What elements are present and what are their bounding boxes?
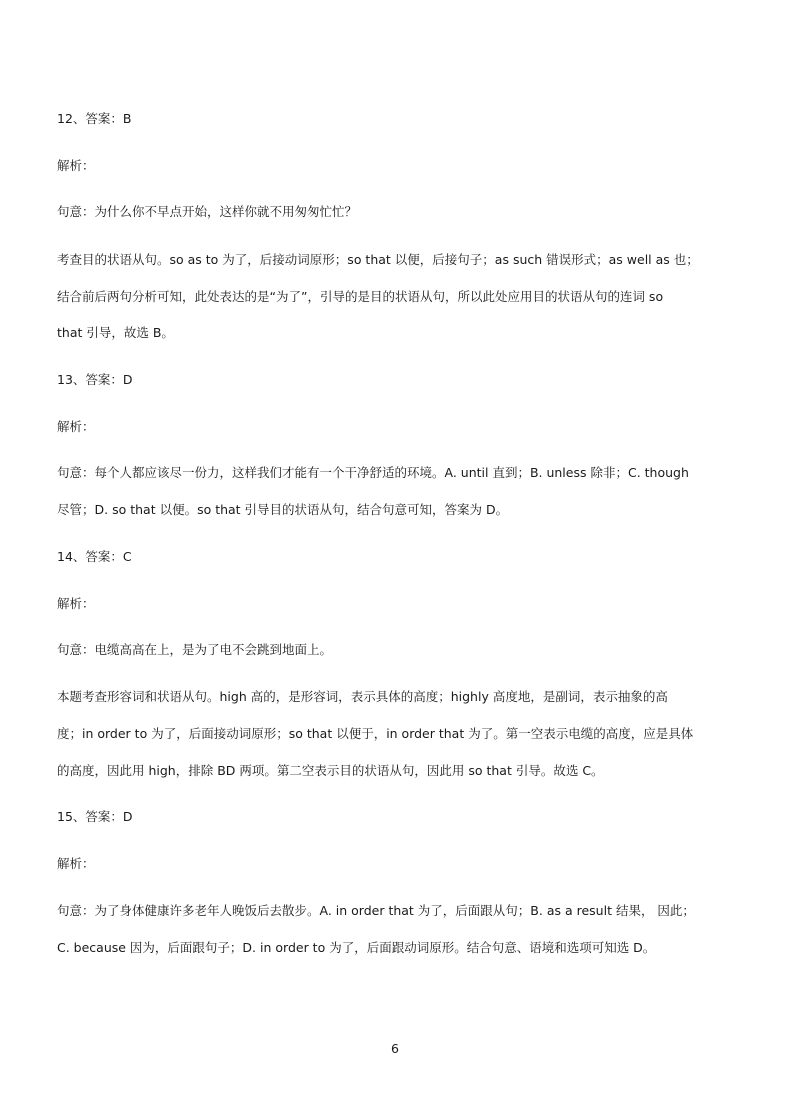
q13-answer-header: 13、答案：D (57, 372, 133, 387)
q15-answer-header: 15、答案：D (57, 809, 133, 824)
q14-line-1: 句意：电缆高高在上，是为了电不会跳到地面上。 (57, 642, 333, 657)
q12-answer-header: 12、答案：B (57, 111, 132, 126)
q12-line-1: 句意：为什么你不早点开始，这样你就不用匆匆忙忙？ (57, 204, 358, 219)
q14-line-2: 本题考查形容词和状语从句。high 高的，是形容词，表示具体的高度；highly 高度地，是副词，表示抽象的高 (57, 689, 668, 704)
q15-analysis-label: 解析： (57, 856, 95, 871)
q12-analysis-label: 解析： (57, 158, 95, 173)
q13-line-2: 尽管；D. so that 以便。so that 引导目的状语从句，结合句意可知，答案为 D。 (57, 502, 509, 517)
q12-line-4: that 引导，故选 B。 (57, 325, 174, 340)
q12-line-2: 考查目的状语从句。so as to 为了，后接动词原形；so that 以便，后接句子；as such 错误形式；as well as 也； (57, 252, 699, 267)
q15-line-1: 句意：为了身体健康许多老年人晚饭后去散步。A. in order that 为了，后面跟从句；B. as a result 结果， 因此； (57, 903, 695, 918)
q14-answer-header: 14、答案：C (57, 549, 132, 564)
q14-line-3: 度；in order to 为了，后面接动词原形；so that 以便于，in order that 为了。第一空表示电缆的高度，应是具体 (57, 726, 694, 741)
q15-line-2: C. because 因为，后面跟句子；D. in order to 为了，后面跟动词原形。结合句意、语境和选项可知选 D。 (57, 940, 656, 955)
q13-line-1: 句意：每个人都应该尽一份力，这样我们才能有一个干净舒适的环境。A. until 直到；B. unless 除非；C. though (57, 465, 689, 480)
q12-line-3: 结合前后两句分析可知，此处表达的是“为了”，引导的是目的状语从句，所以此处应用目的状语从句的连词 so (57, 289, 664, 304)
q14-analysis-label: 解析： (57, 596, 95, 611)
q13-analysis-label: 解析： (57, 419, 95, 434)
page-number: 6 (391, 1041, 399, 1056)
q14-line-4: 的高度，因此用 high，排除 BD 两项。第二空表示目的状语从句，因此用 so that 引导。故选 C。 (57, 763, 604, 778)
